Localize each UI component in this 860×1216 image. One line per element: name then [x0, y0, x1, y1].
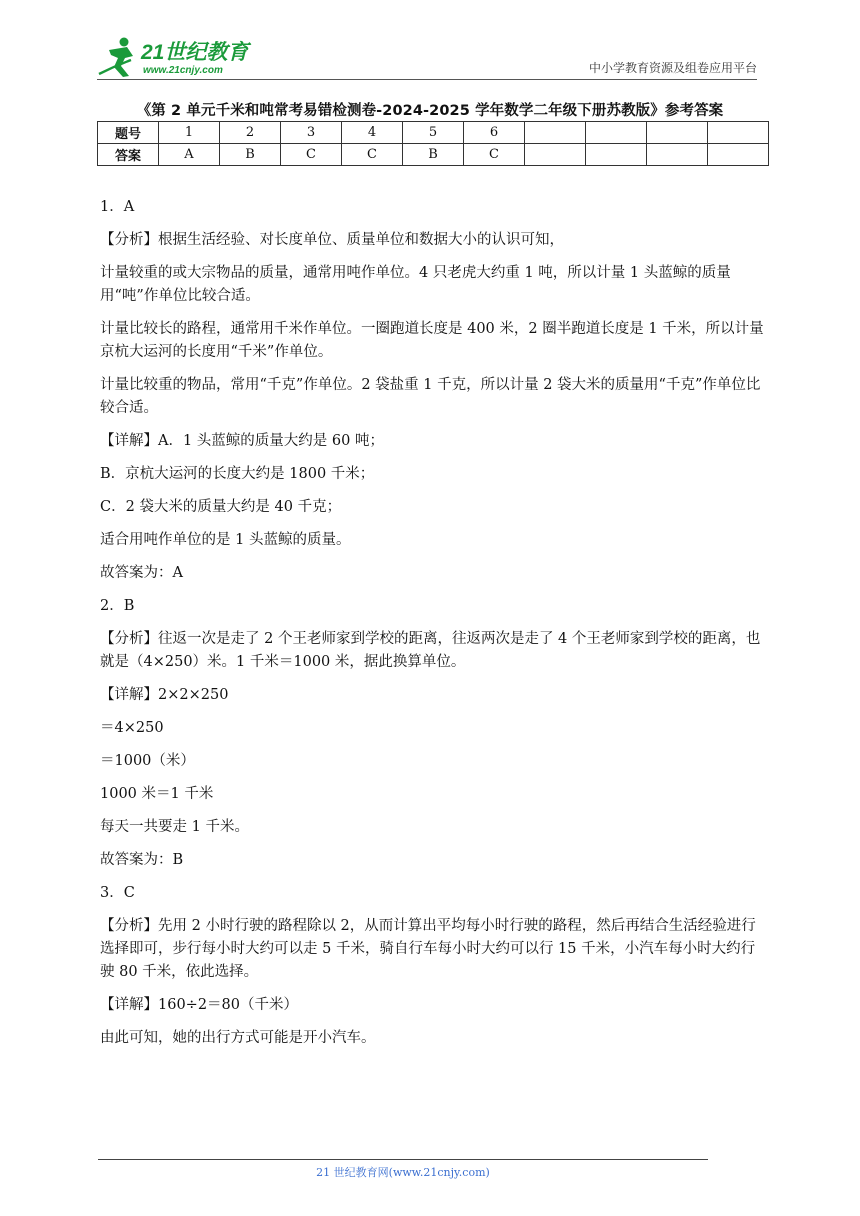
table-cell: 4 — [342, 122, 403, 144]
table-row-answers — [98, 144, 769, 166]
paragraph: B．京杭大运河的长度大约是 1800 千米； — [100, 466, 375, 482]
paragraph: 每天一共要走 1 千米。 — [100, 819, 249, 835]
site-logo[interactable] — [97, 36, 259, 78]
logo-text: 21世纪教育 — [141, 41, 249, 64]
answer-explanations — [100, 196, 766, 1060]
paragraph: ＝4×250 — [100, 720, 164, 736]
footer-divider — [98, 1159, 708, 1160]
table-cell: C — [281, 144, 342, 166]
paragraph: 故答案为：B — [100, 852, 184, 868]
header-divider — [97, 79, 757, 80]
table-cell — [708, 144, 769, 166]
paragraph: 故答案为：A — [100, 565, 183, 581]
paragraph: 2．B — [100, 598, 135, 614]
paragraph: 【分析】往返一次是走了 2 个王老师家到学校的距离，往返两次是走了 4 个王老师家到学校的距离，也就是（4×250）米。1 千米＝1000 米，据此换算单位。 — [100, 631, 761, 670]
table-cell: C — [342, 144, 403, 166]
paragraph: 【分析】根据生活经验、对长度单位、质量单位和数据大小的认识可知， — [100, 232, 564, 248]
table-cell: 6 — [464, 122, 525, 144]
paragraph: 【分析】先用 2 小时行驶的路程除以 2，从而计算出平均每小时行驶的路程，然后再结合生活经验进行选择即可，步行每小时大约可以走 5 千米，骑自行车每小时大约可以行 15 千米，小汽车每小时大约行驶 80 千米，依此选择。 — [100, 918, 756, 980]
paragraph: 由此可知，她的出行方式可能是开小汽车。 — [100, 1030, 376, 1046]
paragraph: C．2 袋大米的质量大约是 40 千克； — [100, 499, 342, 515]
table-cell: 1 — [159, 122, 220, 144]
table-cell — [525, 144, 586, 166]
table-cell — [647, 144, 708, 166]
row-label-answer: 答案 — [98, 144, 159, 166]
table-cell: C — [464, 144, 525, 166]
table-cell — [647, 122, 708, 144]
table-row-numbers — [98, 122, 769, 144]
table-cell: A — [159, 144, 220, 166]
answer-table — [97, 121, 769, 166]
platform-name: 中小学教育资源及组卷应用平台 — [588, 61, 757, 75]
paragraph: 1．A — [100, 199, 135, 215]
table-cell: 3 — [281, 122, 342, 144]
table-cell — [586, 144, 647, 166]
paragraph: 【详解】2×2×250 — [100, 687, 229, 703]
paragraph: 3．C — [100, 885, 135, 901]
table-cell — [586, 122, 647, 144]
paragraph: 计量较重的或大宗物品的质量，通常用吨作单位。4 只老虎大约重 1 吨，所以计量 1 头蓝鲸的质量用“吨”作单位比较合适。 — [100, 265, 731, 304]
footer-link[interactable]: 21 世纪教育网(www.21cnjy.com) — [316, 1166, 490, 1179]
table-cell: B — [403, 144, 464, 166]
paragraph: 【详解】A．1 头蓝鲸的质量大约是 60 吨； — [100, 433, 384, 449]
table-cell: 2 — [220, 122, 281, 144]
paragraph: 【详解】160÷2＝80（千米） — [100, 997, 299, 1013]
logo-url: www.21cnjy.com — [143, 65, 223, 76]
table-cell: B — [220, 144, 281, 166]
paragraph: 计量比较重的物品，常用“千克”作单位。2 袋盐重 1 千克，所以计量 2 袋大米的质量用“千克”作单位比较合适。 — [100, 377, 761, 416]
table-cell — [525, 122, 586, 144]
paragraph: 1000 米＝1 千米 — [100, 786, 214, 802]
table-cell — [708, 122, 769, 144]
paragraph: ＝1000（米） — [100, 753, 195, 769]
page-header — [97, 36, 757, 80]
runner-logo-icon — [97, 36, 259, 78]
page-title: 《第 2 单元千米和吨常考易错检测卷-2024-2025 学年数学二年级下册苏教版》参考答案 — [136, 103, 724, 119]
paragraph: 适合用吨作单位的是 1 头蓝鲸的质量。 — [100, 532, 351, 548]
table-cell: 5 — [403, 122, 464, 144]
paragraph: 计量比较长的路程，通常用千米作单位。一圈跑道长度是 400 米，2 圈半跑道长度是 1 千米，所以计量京杭大运河的长度用“千米”作单位。 — [100, 321, 764, 360]
row-label-number: 题号 — [98, 122, 159, 144]
